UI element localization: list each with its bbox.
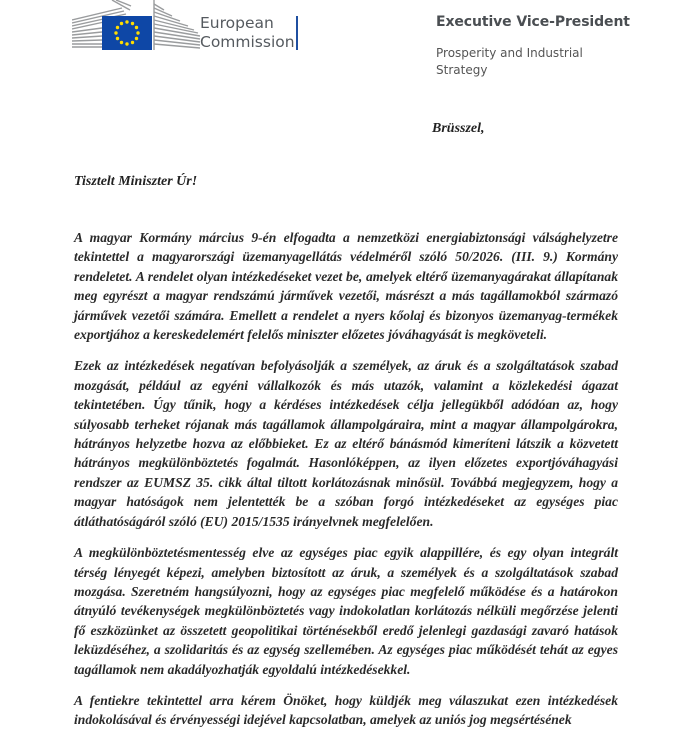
department-subtitle-line1: Prosperity and Industrial: [436, 46, 583, 60]
department-subtitle: [436, 45, 630, 79]
brand-divider: [296, 16, 298, 50]
org-name-line1: European: [200, 14, 274, 32]
department-block: [436, 14, 630, 79]
letter-salutation: Tisztelt Miniszter Úr!: [74, 174, 198, 189]
paragraph: Ezek az intézkedések negatívan befolyásolják a személyek, az áruk és a szolgáltatások szabad mozgását, például az egyéni vállalkozók és más utazók, valamint a közlekedési ágazat tekintetében. Úgy tűnik, hogy a kérdéses intézkedések célja jellegükből adódóan az, hogy súlyosabb terheket rójanak más tagállamok állampolgáraira, mint a magyar állampolgárokra, hátrányos helyzetbe hozva az előbbieket. Ez az eltérő bánásmód kimeríteni látszik a közvetett hátrányos megkülönböztetés fogalmát. Hasonlóképpen, az ilyen előzetes exportjóváhagyási rendszer az EUMSZ 35. cikk által tiltott korlátozásnak minősül. Továbbá megjegyzem, hogy a magyar hatóságok nem jelentették be a szóban forgó intézkedéseket az egységes piac átláthatóságáról szóló (EU) 2015/1535 irányelvnek megfelelően.: [74, 358, 618, 529]
department-title: Executive Vice-President: [436, 14, 630, 30]
building-right-icon: [152, 0, 202, 50]
eu-flag-icon: [102, 16, 152, 50]
paragraph: A magyar Kormány március 9-én elfogadta a nemzetközi energiabiztonsági válsághelyzetre tekintettel a magyarországi üzemanyagellátás védelméről szóló 50/2026. (III. 9.) Kormány rendeletet. A rendelet olyan intézkedéseket vezet be, amelyek eltérő üzemanyagárakat állapítanak meg egyrészt a magyar rendszámú járművek vezetői, másrészt a más tagállamokból származó járművek vezetői számára. Emellett a rendelet a nyers kőolaj és bizonyos üzemanyag-termékek exportjához a kereskedelemért felelős miniszter előzetes jóváhagyását is megköveteli.: [74, 230, 618, 343]
letter-body: [74, 228, 618, 742]
org-name: [200, 14, 295, 52]
letter-place: Brüsszel,: [432, 121, 485, 136]
paragraph: A fentiekre tekintettel arra kérem Önöket, hogy küldjék meg válaszukat ezen intézkedések indokolásával és érvényességi idejével kapcsolatban, amelyek az uniós jog megsértésének: [74, 692, 618, 728]
department-subtitle-line2: Strategy: [436, 63, 488, 77]
org-name-line2: Commission: [200, 33, 295, 51]
european-commission-logo: [72, 0, 304, 52]
paragraph: A megkülönböztetésmentesség elve az egységes piac egyik alappillére, és egy olyan integrált térség lényegét képezi, amelyben biztosított az áruk, a személyek és a szolgáltatások szabad mozgása. Szeretném hangsúlyozni, hogy az egységes piac megfelelő működése és a határokon átnyúló tevékenységek megkülönböztetés vagy indokolatlan korlátozás nélküli megőrzése jelenti fő eszközünket az összetett geopolitikai történésekből eredő jelenlegi gazdasági zavaró hatások leküzdéséhez, a szolidaritás és az egység szellemében. Az egységes piac működését tehát az egyes tagállamok nem akadályozhatják egyoldalú intézkedésekkel.: [74, 545, 618, 677]
